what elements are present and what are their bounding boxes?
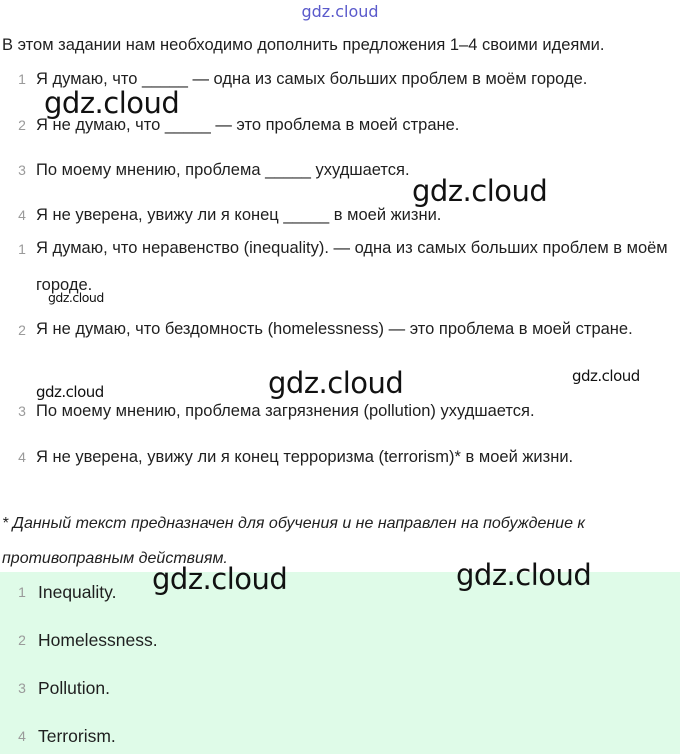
watermark: gdz.cloud [572, 367, 640, 385]
item-text: Я не думаю, что _____ — это проблема в моей стране. [36, 116, 460, 134]
item-text: Я не думаю, что бездомность (homelessness) — это проблема в моей стране. [36, 320, 633, 338]
item-number: 3 [18, 403, 26, 419]
watermark: gdz.cloud [48, 290, 104, 305]
item-number: 1 [18, 584, 26, 600]
watermark: gdz.cloud [268, 366, 404, 400]
answer-text: Inequality. [38, 582, 117, 602]
item-number: 4 [18, 728, 26, 744]
task-intro: В этом задании нам необходимо дополнить предложения 1–4 своими идеями. [2, 36, 605, 54]
watermark: gdz.cloud [152, 562, 288, 596]
item-text: По моему мнению, проблема _____ ухудшается. [36, 161, 410, 179]
site-label[interactable]: gdz.cloud [301, 2, 379, 21]
item-number: 1 [18, 241, 26, 257]
item-text: Я думаю, что _____ — одна из самых больших проблем в моём городе. [36, 70, 588, 88]
item-text: Я не уверена, увижу ли я конец терроризма (terrorism)* в моей жизни. [36, 448, 574, 466]
item-number: 2 [18, 632, 26, 648]
item-number: 3 [18, 680, 26, 696]
watermark: gdz.cloud [412, 174, 548, 208]
item-number: 4 [18, 207, 26, 223]
item-text: Я думаю, что неравенство (inequality). — одна из самых больших проблем в моём городе. [36, 239, 668, 294]
answer-text: Homelessness. [38, 630, 158, 650]
item-number: 3 [18, 162, 26, 178]
watermark: gdz.cloud [456, 558, 592, 592]
answers-panel [0, 572, 680, 754]
watermark: gdz.cloud [44, 86, 180, 120]
answer-text: Terrorism. [38, 726, 116, 746]
watermark: gdz.cloud [36, 383, 104, 401]
item-number: 2 [18, 322, 26, 338]
item-text: По моему мнению, проблема загрязнения (pollution) ухудшается. [36, 402, 535, 420]
answer-text: Pollution. [38, 678, 110, 698]
item-number: 2 [18, 117, 26, 133]
item-number: 4 [18, 449, 26, 465]
disclaimer-note: * Данный текст предназначен для обучения и не направлен на побуждение к противоправным действиям. [2, 515, 585, 567]
item-number: 1 [18, 71, 26, 87]
item-text: Я не уверена, увижу ли я конец _____ в моей жизни. [36, 206, 442, 224]
